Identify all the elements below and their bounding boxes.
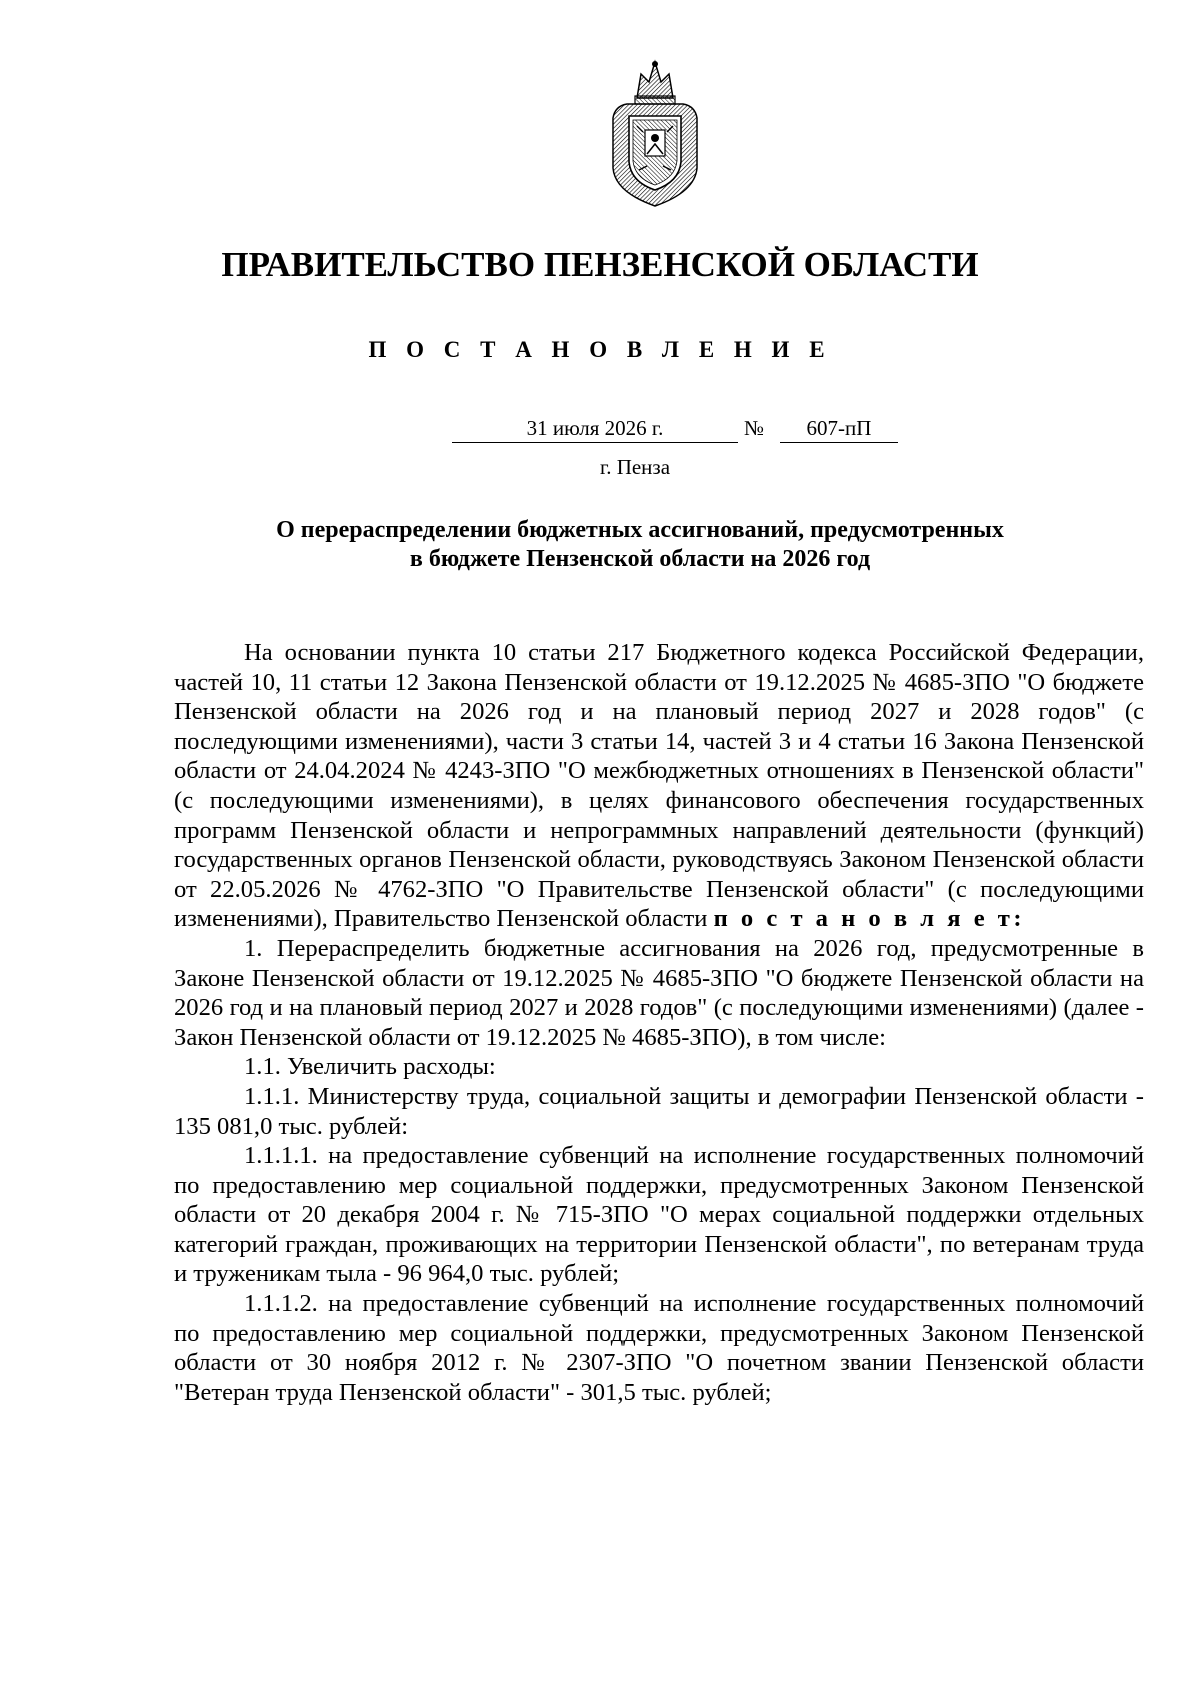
document-body xyxy=(174,638,1144,1407)
number-sign: № xyxy=(744,416,765,440)
body-paragraph: 1.1.1.2. на предоставление субвенций на исполнение государственных полномочий по предоставлению мер социальной поддержки, предусмотренных Законом Пензенской области от 30 ноября 2012 г. № 2307-ЗПО "О почетном звании Пензенской области "Ветеран труда Пензенской области" - 301,5 тыс. рублей; xyxy=(174,1290,1144,1406)
city-label: г. Пенза xyxy=(599,455,671,479)
body-paragraph: 1.1.1.1. на предоставление субвенций на исполнение государственных полномочий по предоставлению мер социальной поддержки, предусмотренных Законом Пензенской области от 20 декабря 2004 г. № 715-ЗПО "О мерах социальной поддержки отдельных категорий граждан, проживающих на территории Пензенской области", по ветеранам труда и труженикам тыла - 96 964,0 тыс. рублей; xyxy=(174,1142,1144,1288)
document-date: 31 июля 2026 г. xyxy=(452,415,738,443)
document-subject xyxy=(160,516,1120,574)
subject-line-2: в бюджете Пензенской области на 2026 год xyxy=(409,546,871,572)
body-paragraph: 1. Перераспределить бюджетные ассигнования на 2026 год, предусмотренные в Законе Пензенской области от 19.12.2025 № 4685-ЗПО "О бюджете Пензенской области на 2026 год и на плановый период 2027 и 2028 годов" (с последующими изменениями) (далее - Закон Пензенской области от 19.12.2025 № 4685-ЗПО), в том числе: xyxy=(174,934,1144,1051)
preamble-paragraph xyxy=(174,638,1144,934)
decree-word: п о с т а н о в л я е т: xyxy=(713,905,1026,933)
body-paragraph: 1.1. Увеличить расходы: xyxy=(244,1053,496,1081)
date-number-row xyxy=(452,415,902,445)
organization-title: ПРАВИТЕЛЬСТВО ПЕНЗЕНСКОЙ ОБЛАСТИ xyxy=(221,245,979,284)
document-number: 607-пП xyxy=(780,415,898,443)
subject-line-1: О перераспределении бюджетных ассигнований, предусмотренных xyxy=(276,517,1004,543)
preamble-text: На основании пункта 10 статьи 217 Бюджетного кодекса Российской Федерации, частей 10, 11 статьи 12 Закона Пензенской области от 19.12.2025 № 4685-ЗПО "О бюджете Пензенской области на 2026 год и на плановый период 2027 и 2028 годов" (с последующими изменениями), части 3 статьи 14, частей 3 и 4 статьи 16 Закона Пензенской области от 24.04.2024 № 4243-ЗПО "О межбюджетных отношениях в Пензенской области" (с последующими изменениями), в целях финансового обеспечения государственных программ Пензенской области и непрограммных направлений деятельности (функций) государственных органов Пензенской области, руководствуясь Законом Пензенской области от 22.05.2026 № 4762-ЗПО "О Правительстве Пензенской области" (с последующими изменениями), Правительство Пензенской области xyxy=(174,639,1144,933)
body-paragraph: 1.1.1. Министерству труда, социальной защиты и демографии Пензенской области - 135 081,0 тыс. рублей: xyxy=(174,1082,1144,1140)
coat-of-arms-emblem xyxy=(607,58,703,210)
document-type-heading: П О С Т А Н О В Л Е Н И Е xyxy=(368,337,832,362)
